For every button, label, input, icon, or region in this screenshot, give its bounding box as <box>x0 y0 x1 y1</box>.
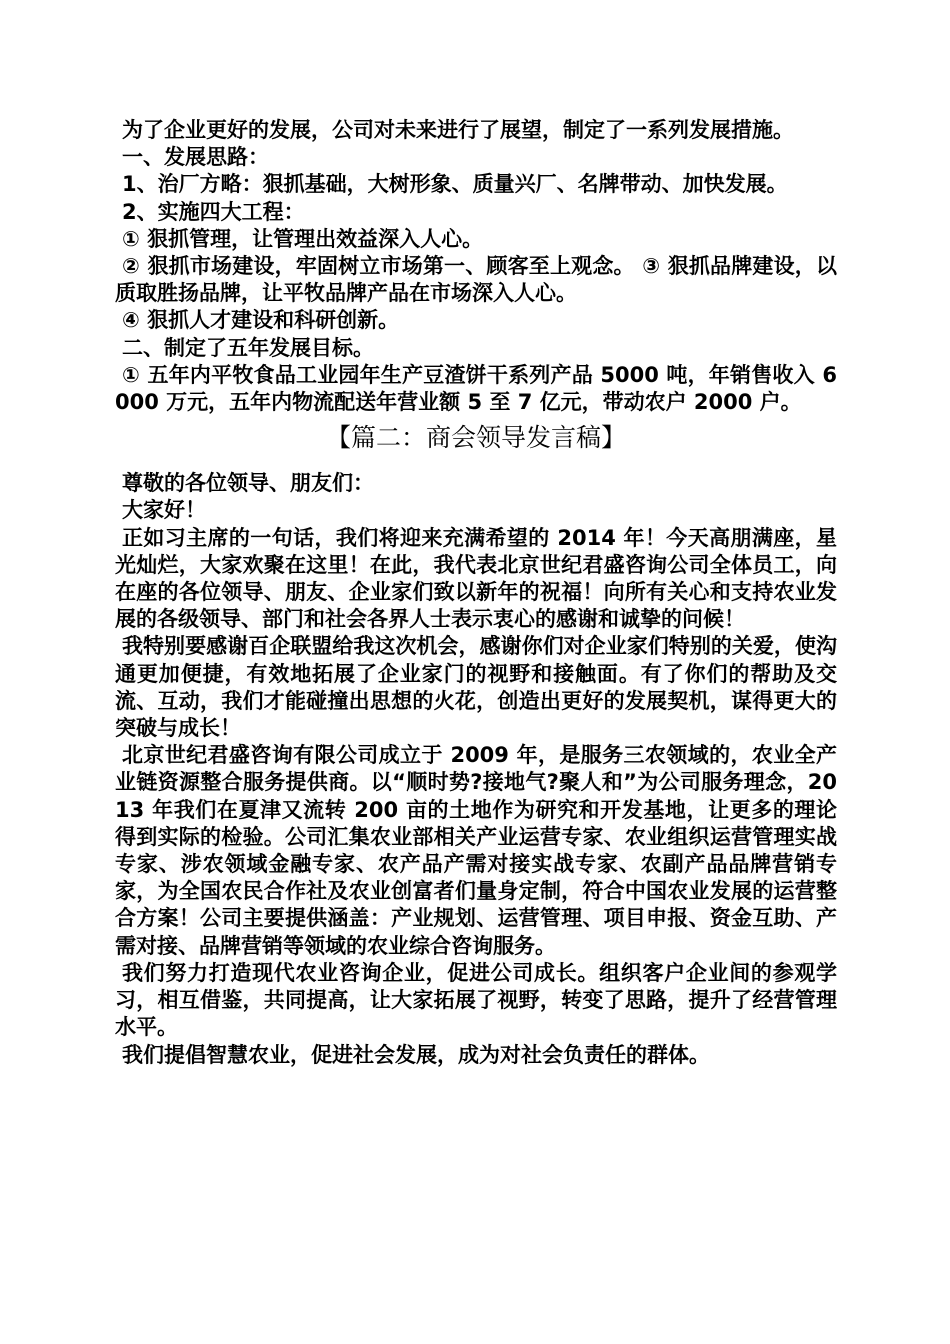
section-development-plan <box>115 117 837 416</box>
factory-strategy-paragraph: 1、治厂方略：狠抓基础，大树形象、质量兴厂、名牌带动、加快发展。 <box>122 172 788 197</box>
speech-paragraph: 我们提倡智慧农业，促进社会发展，成为对社会负责任的群体。 <box>122 1042 710 1067</box>
four-projects-paragraph: 2、实施四大工程： <box>122 199 305 224</box>
speech-paragraph: 我们努力打造现代农业咨询企业，促进公司成长。组织客户企业间的参观学习，相互借鉴，共同提高，让大家拓展了视野，转变了思路，提升了经营管理水平。 <box>115 960 837 1040</box>
intro-paragraph: 为了企业更好的发展，公司对未来进行了展望，制定了一系列发展措施。 <box>122 118 794 142</box>
section-heading: 【篇二：商会领导发言稿】 <box>325 423 626 453</box>
greeting: 大家好！ <box>122 498 206 523</box>
salutation: 尊敬的各位领导、朋友们： <box>122 471 374 496</box>
speech-paragraph: 正如习主席的一句话，我们将迎来充满希望的 2014 年！今天高朋满座，星光灿烂，大家欢聚在这里！在此，我代表北京世纪君盛咨询公司全体员工，向在座的各位领导、朋友、企业家们致以新年的祝福！向所有关心和支持农业发展的各级领导、部门和社会各界人士表示衷心的感谢和诚挚的问候！ <box>115 525 837 632</box>
speech-paragraph: 我特别要感谢百企联盟给我这次机会，感谢你们对企业家们特别的关爱，使沟通更加便捷，有效地拓展了企业家门的视野和接触面。有了你们的帮助及交流、互动，我们才能碰撞出思想的火花，创造出更好的发展契机，谋得更大的突破与成长！ <box>115 634 837 741</box>
five-year-goal-item: ① 五年内平牧食品工业园年生产豆渣饼干系列产品 5000 吨，年销售收入 6000 万元，五年内物流配送年营业额 5 至 7 亿元，带动农户 2000 户。 <box>115 362 837 415</box>
speech-paragraph: 北京世纪君盛咨询有限公司成立于 2009 年，是服务三农领域的，农业全产业链资源整合服务提供商。以“顺时势?接地气?聚人和”为公司服务理念，2013 年我们在夏津又流转 200 亩的土地作为研究和开发基地，让更多的理论得到实际的检验。公司汇集农业部相关产业运营专家、农业组织运营管理实战专家、涉农领域金融专家、农产品产需对接实战专家、农副产品品牌营销专家，为全国农民合作社及农业创富者们量身定制，符合中国农业发展的运营整合方案！公司主要提供涵盖：产业规划、运营管理、项目申报、资金互助、产需对接、品牌营销等领域的农业综合咨询服务。 <box>115 743 837 958</box>
management-item: ① 狠抓管理，让管理出效益深入人心。 <box>122 226 484 251</box>
market-brand-item: ② 狠抓市场建设，牢固树立市场第一、顾客至上观念。 ③ 狠抓品牌建设，以质取胜扬品牌，让平牧品牌产品在市场深入人心。 <box>115 254 837 306</box>
section-speech <box>115 470 837 1068</box>
document-page <box>115 117 837 1069</box>
heading-development-ideas: 一、发展思路： <box>122 145 269 170</box>
talent-item: ④ 狠抓人才建设和科研创新。 <box>122 308 400 333</box>
heading-five-year-goals: 二、制定了五年发展目标。 <box>122 335 374 360</box>
